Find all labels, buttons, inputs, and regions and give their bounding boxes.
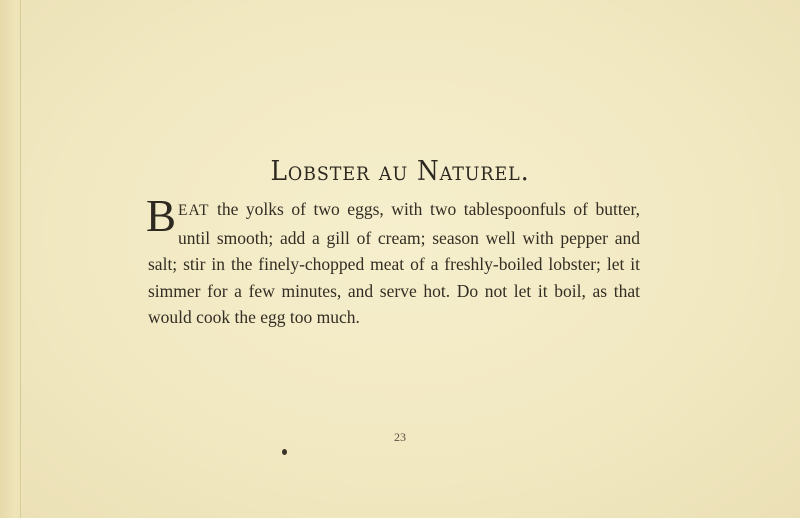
ink-spot [282, 449, 287, 455]
recipe-title: Lobster au Naturel. [270, 156, 530, 187]
recipe-body: the yolks of two eggs, with two tablespoonfuls of butter, until smooth; add a gill of cream; season well with pepper and salt; stir in the finely-chopped meat of a freshly-boiled lobster; let it simmer for a few minutes, and serve hot. Do not let it boil, as that would cook the egg too much. [148, 199, 640, 327]
page-number: 23 [394, 430, 406, 444]
drop-cap: B [146, 191, 177, 241]
first-word-rest: EAT [178, 202, 210, 219]
recipe-paragraph [146, 191, 640, 331]
